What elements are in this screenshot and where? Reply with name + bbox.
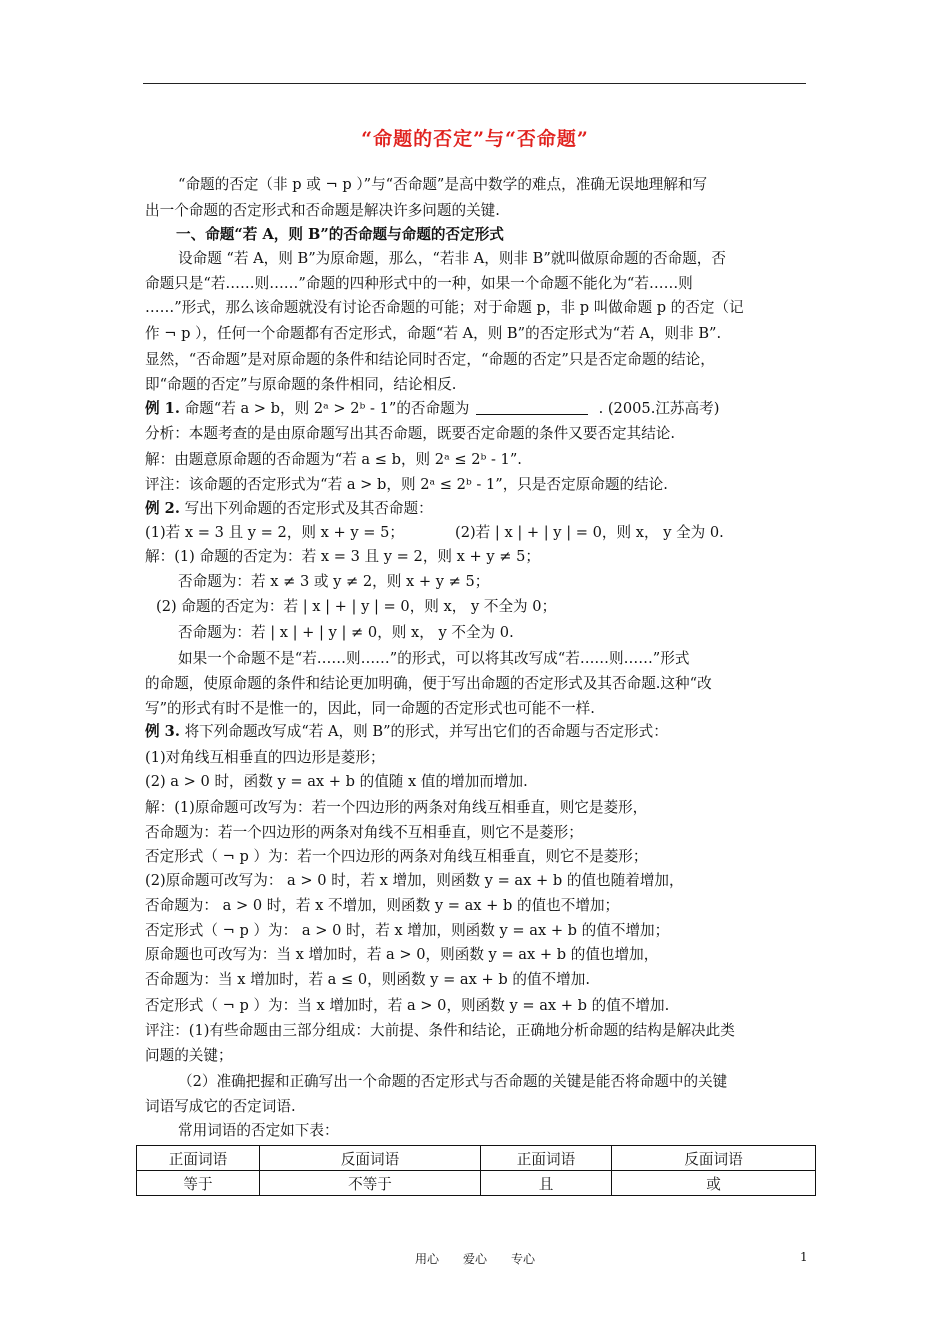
example-2-question: 写出下列命题的否定形式及其否命题： — [184, 500, 433, 517]
paragraph-line: 解：(1)原命题可改写为：若一个四边形的两条对角线互相垂直，则它是菱形， — [145, 799, 648, 816]
example-2-label: 例 2. — [145, 500, 180, 517]
paragraph-line: 否定形式（ ¬ p ）为：当 x 增加时，若 a > 0，则函数 y = ax + b 的值不增加. — [145, 997, 670, 1014]
paragraph-line: 出一个命题的否定形式和否命题是解决许多问题的关键. — [145, 202, 500, 219]
paragraph-line: 否定形式（ ¬ p ）为： a > 0 时，若 x 增加，则函数 y = ax + b 的值不增加； — [145, 922, 670, 939]
paragraph-line: 否命题为：若 | x | + | y | ≠ 0，则 x， y 不全为 0. — [178, 624, 514, 641]
answer-blank — [476, 400, 588, 415]
paragraph-line: 解：由题意原命题的否命题为“若 a ≤ b，则 2ᵃ ≤ 2ᵇ - 1”. — [145, 451, 522, 468]
paragraph-line: 否命题为：若一个四边形的两条对角线不互相垂直，则它不是菱形； — [145, 824, 583, 841]
page-number: 1 — [800, 1250, 808, 1264]
table-cell: 且 — [481, 1171, 612, 1196]
paragraph-line: 如果一个命题不是“若……则……”的形式，可以将其改写成“若……则……”形式 — [178, 650, 690, 667]
table-cell: 或 — [612, 1171, 816, 1196]
paragraph-line: (2) a > 0 时，函数 y = ax + b 的值随 x 值的增加而增加. — [145, 773, 528, 790]
paragraph-line: 解：(1) 命题的否定为：若 x = 3 且 y = 2，则 x + y ≠ 5； — [145, 548, 541, 565]
paragraph-line: 常用词语的否定如下表： — [178, 1122, 339, 1139]
example-2-line — [145, 498, 433, 520]
paragraph-line: 的命题，使原命题的条件和结论更加明确，便于写出命题的否定形式及其否命题.这种“改 — [145, 675, 712, 692]
paragraph-line: (2)若 | x | + | y | = 0，则 x， y 全为 0. — [455, 524, 724, 541]
paragraph-line: 设命题 “若 A，则 B”为原命题，那么，“若非 A，则非 B”就叫做原命题的否命题，否 — [178, 250, 726, 267]
word-negation-table — [136, 1145, 816, 1196]
paragraph-line: 问题的关键； — [145, 1047, 233, 1064]
paragraph-line: 词语写成它的否定词语. — [145, 1098, 296, 1115]
page-title: “命题的否定”与“否命题” — [361, 128, 589, 150]
example-3-question: 将下列命题改写成“若 A，则 B”的形式，并写出它们的否命题与否定形式： — [184, 723, 668, 740]
footer-motto: 用心 爱心 专心 — [414, 1252, 535, 1266]
paragraph-line: 否命题为：当 x 增加时，若 a ≤ 0，则函数 y = ax + b 的值不增加. — [145, 971, 590, 988]
table-header-cell: 正面词语 — [137, 1146, 260, 1171]
example-1-source: . (2005.江苏高考) — [598, 400, 720, 417]
example-1-question: 命题“若 a > b，则 2ᵃ > 2ᵇ - 1”的否命题为 — [184, 400, 470, 417]
paragraph-line: 评注：(1)有些命题由三部分组成：大前提、条件和结论，正确地分析命题的结构是解决此类 — [145, 1022, 735, 1039]
paragraph-line: (2)原命题可改写为： a > 0 时，若 x 增加，则函数 y = ax + b 的值也随着增加， — [145, 872, 684, 889]
table-cell: 等于 — [137, 1171, 260, 1196]
paragraph-line: 否命题为：若 x ≠ 3 或 y ≠ 2，则 x + y ≠ 5； — [178, 573, 490, 590]
paragraph-line: 否定形式（ ¬ p ）为：若一个四边形的两条对角线互相垂直，则它不是菱形； — [145, 848, 648, 865]
paragraph-line: 显然，“否命题”是对原命题的条件和结论同时否定，“命题的否定”只是否定命题的结论， — [145, 351, 715, 368]
paragraph-line: (1)对角线互相垂直的四边形是菱形； — [145, 749, 385, 766]
paragraph-line: “命题的否定（非 p 或 ¬ p ）”与“否命题”是高中数学的难点，准确无误地理解和写 — [178, 176, 708, 193]
paragraph-line: (2) 命题的否定为：若 | x | + | y | = 0，则 x， y 不全为 0； — [156, 598, 557, 615]
paragraph-line: 原命题也可改写为：当 x 增加时，若 a > 0，则函数 y = ax + b 的值也增加， — [145, 946, 659, 963]
paragraph-line: 作 ¬ p ），任何一个命题都有否定形式，命题“若 A，则 B”的否定形式为“若 A，则非 B”. — [145, 325, 722, 342]
table-row — [137, 1171, 816, 1196]
paragraph-line: 分析：本题考查的是由原命题写出其否命题，既要否定命题的条件又要否定其结论. — [145, 425, 676, 442]
example-1-label: 例 1. — [145, 400, 180, 417]
table-cell: 不等于 — [260, 1171, 481, 1196]
table-header-cell: 反面词语 — [260, 1146, 481, 1171]
paragraph-line: 即“命题的否定”与原命题的条件相同，结论相反. — [145, 376, 457, 393]
table-header-cell: 正面词语 — [481, 1146, 612, 1171]
paragraph-line: 写”的形式有时不是惟一的，因此，同一命题的否定形式也可能不一样. — [145, 700, 595, 717]
example-3-line — [145, 721, 668, 743]
example-1-line — [145, 398, 719, 420]
paragraph-line: （2）准确把握和正确写出一个命题的否定形式与否命题的关键是能否将命题中的关键 — [178, 1073, 728, 1090]
header-rule — [143, 83, 806, 84]
paragraph-line: (1)若 x = 3 且 y = 2，则 x + y = 5； — [145, 524, 405, 541]
paragraph-line: 否命题为： a > 0 时，若 x 不增加，则函数 y = ax + b 的值也不增加； — [145, 897, 620, 914]
paragraph-line: ……”形式，那么该命题就没有讨论否命题的可能；对于命题 p，非 p 叫做命题 p 的否定（记 — [145, 299, 744, 316]
table-header-cell: 反面词语 — [612, 1146, 816, 1171]
section-heading: 一、命题“若 A，则 B”的否命题与命题的否定形式 — [176, 226, 504, 243]
paragraph-line: 评注：该命题的否定形式为“若 a > b，则 2ᵃ ≤ 2ᵇ - 1”，只是否定原命题的结论. — [145, 476, 668, 493]
paragraph-line: 命题只是“若……则……”命题的四种形式中的一种，如果一个命题不能化为“若……则 — [145, 275, 693, 292]
example-3-label: 例 3. — [145, 723, 180, 740]
table-header-row — [137, 1146, 816, 1171]
